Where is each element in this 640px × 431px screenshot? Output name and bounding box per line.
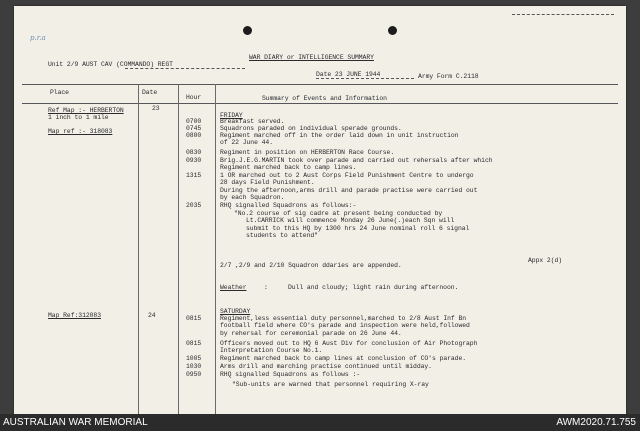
handwritten-mark: p.r.a: [30, 34, 46, 42]
hour-column-divider: [215, 84, 216, 414]
day2-line: by rehersal for ceremonial parade on 26 June 44.: [220, 330, 402, 337]
day1-hour: 0745: [186, 125, 202, 132]
unit-heading: Unit 2/9 AUST CAV (COMMANDO) REGT: [48, 61, 173, 68]
summary-column-header: Summary of Events and Information: [262, 95, 387, 102]
table-top-rule: [22, 84, 618, 85]
weather-colon: :: [264, 284, 268, 291]
hour-column-header: Hour: [186, 94, 202, 101]
day2-hour: 0950: [186, 371, 202, 378]
day2-line: "Sub-units are warned that personnel requiring X-ray: [232, 381, 429, 388]
unit-underline: [125, 68, 245, 69]
day2-line: football field where CO's parade and inspection were held,followed: [220, 322, 470, 329]
day2-line: Officers moved out to HQ 6 Aust Div for conclusion of Air Photograph: [220, 340, 478, 347]
appendix-reference: Appx 2(d): [528, 257, 563, 264]
day2-hour: 1030: [186, 363, 202, 370]
army-form: Army Form C.2118: [418, 73, 479, 80]
header-bottom-rule: [22, 103, 618, 104]
day1-hour: 0930: [186, 157, 202, 164]
day1-line: of 22 June 44.: [220, 139, 273, 146]
day1-line: Regiment marched back to camp lines.: [220, 164, 357, 171]
place-map-scale: 1 inch to 1 mile: [48, 114, 109, 121]
footer-accession-number: AWM2020.71.755: [556, 417, 636, 428]
place-map-ref-day1: Map ref :- 318083: [48, 128, 113, 135]
day1-hour: 2035: [186, 202, 202, 209]
date-column-header: Date: [142, 89, 158, 96]
top-dash-line: [512, 14, 614, 15]
footer-institution: AUSTRALIAN WAR MEMORIAL: [3, 417, 148, 428]
day2-line: RHQ signalled Squadrons as follows :-: [220, 371, 361, 378]
punch-hole-right: [388, 26, 397, 35]
place-map-ref-day2: Map Ref:312083: [48, 312, 101, 319]
day1-line: Regiment in position on HERBERTON Race Course.: [220, 149, 395, 156]
day1-line: Brig.J.E.G.MARTIN took over parade and carried out rehersals after which: [220, 157, 493, 164]
day1-hour: 0830: [186, 149, 202, 156]
day2-hour: 0815: [186, 340, 202, 347]
diary-page: [14, 6, 626, 414]
day1-line: Regiment marched off in the order laid down in unit instruction: [220, 132, 459, 139]
day2-line: Interpretation Course No.1.: [220, 347, 323, 354]
signal-quote-line: submit to this HQ by 1300 hrs 24 June nominal roll 6 signal: [246, 225, 470, 232]
weather-text: Dull and cloudy; light rain during afternoon.: [288, 284, 459, 291]
punch-hole-left: [243, 26, 252, 35]
place-column-header: Place: [50, 89, 69, 96]
day1-line: by each Squadron.: [220, 194, 285, 201]
diary-date: Date 23 JUNE 1944: [316, 71, 381, 78]
signal-quote-line: "No.2 course of sig cadre at present being conducted by: [234, 210, 443, 217]
day1-hour: 1315: [186, 172, 202, 179]
date-day2: 24: [148, 312, 156, 319]
date-day1: 23: [152, 105, 160, 112]
day2-heading: SATURDAY: [220, 308, 251, 315]
footer-bar: [0, 414, 640, 431]
date-underline: [316, 78, 414, 79]
weather-label: Weather: [220, 284, 247, 291]
day2-hour: 0815: [186, 315, 202, 322]
place-ref-map: Ref Map :- HERBERTON: [48, 107, 124, 114]
day1-line: Squadrons paraded on individual sperade grounds.: [220, 125, 402, 132]
day2-hour: 1005: [186, 355, 202, 362]
day1-hour: 0800: [186, 132, 202, 139]
day1-line: 28 days Field Punishment.: [220, 179, 315, 186]
day2-line: Regiment marched back to camp lines at conclusion of CO's parade.: [220, 355, 467, 362]
signal-quote-line: students to attend": [246, 232, 318, 239]
day1-line: RHQ signalled Squadrons as follows:-: [220, 202, 357, 209]
day1-hour: 0700: [186, 118, 202, 125]
day1-line: 1 OR marched out to 2 Aust Corps Field Punishment Centre to undergo: [220, 172, 474, 179]
appended-diaries-note: 2/7 ,2/9 and 2/10 Squadron ddaries are appended.: [220, 262, 402, 269]
day2-line: Regiment,less essential duty personnel,marched to 2/8 Aust Inf Bn: [220, 315, 467, 322]
place-column-divider: [138, 84, 139, 414]
signal-quote-line: Lt.CARRICK will commence Monday 26 June(.)each Sqn will: [246, 217, 455, 224]
date-column-divider: [178, 84, 179, 414]
day1-line: During the afternoon,arms drill and parade practise were carried out: [220, 187, 478, 194]
day2-line: Arms drill and marching practise continued until midday.: [220, 363, 432, 370]
diary-title: WAR DIARY or INTELLIGENCE SUMMARY: [249, 54, 374, 61]
day1-heading: FRIDAY: [220, 112, 243, 119]
day1-line: Breakfast served.: [220, 118, 285, 125]
